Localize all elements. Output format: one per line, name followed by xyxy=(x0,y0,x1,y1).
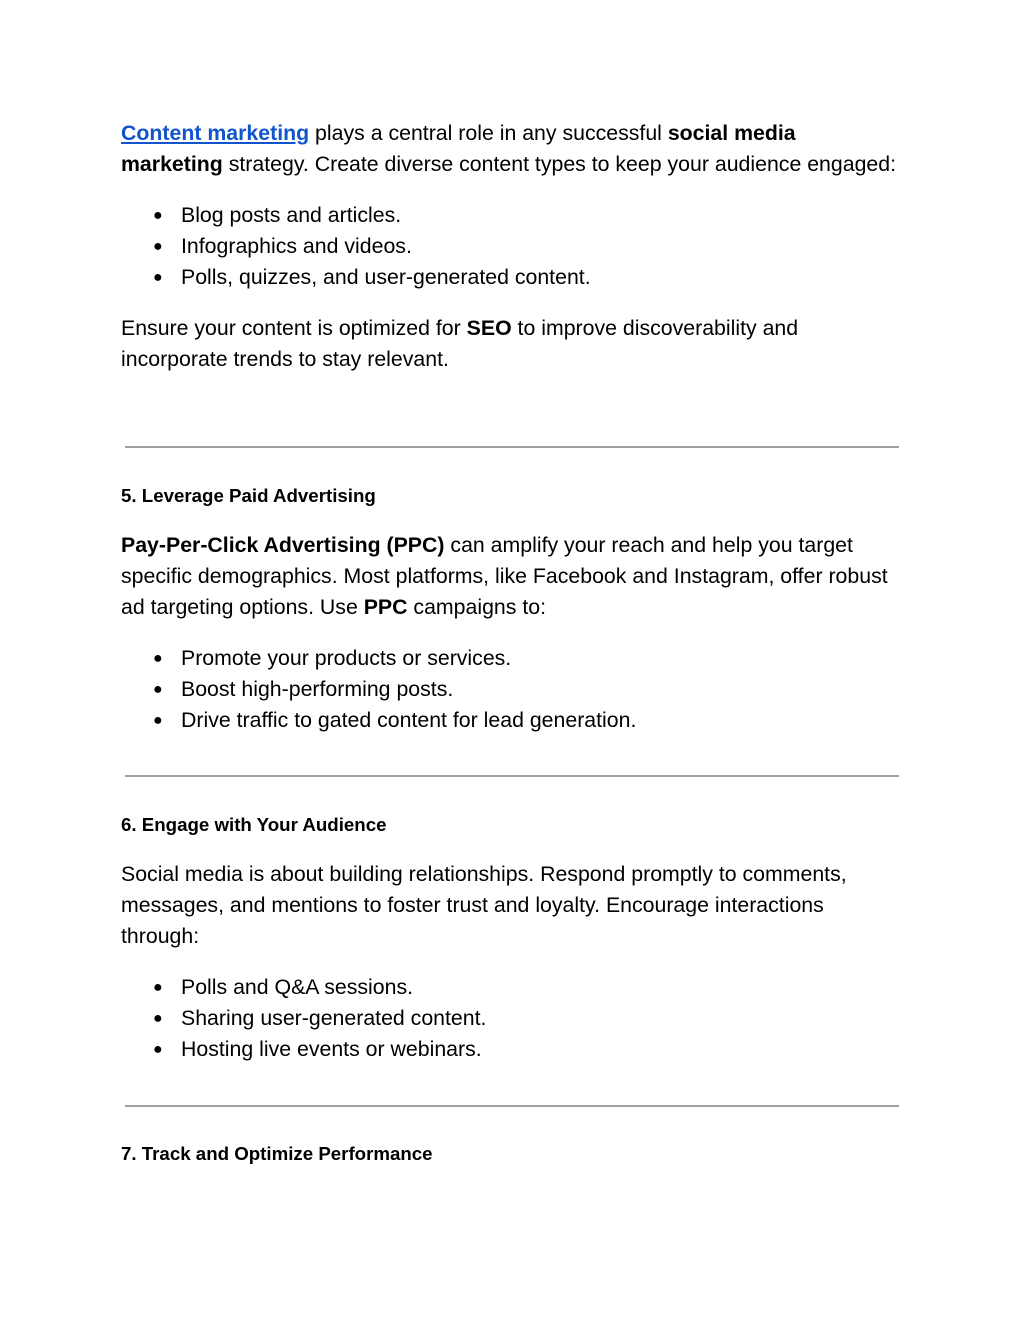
bullet-icon: ● xyxy=(153,1041,163,1058)
engage-bullet-list xyxy=(121,972,901,1065)
list-item-text: Infographics and videos. xyxy=(181,234,412,258)
ppc-bold-1: Pay-Per-Click Advertising (PPC) xyxy=(121,533,445,557)
seo-bold: SEO xyxy=(466,316,512,340)
list-item xyxy=(121,231,901,262)
list-item-text: Sharing user-generated content. xyxy=(181,1006,487,1030)
intro-text-1: plays a central role in any successful xyxy=(309,121,668,145)
list-item xyxy=(121,262,901,293)
section-5-body xyxy=(121,530,901,736)
section-divider xyxy=(125,1105,899,1107)
ppc-text-1: can amplify your reach and help you target specific demographics. Most platforms, like Facebook and Instagram, offer robust ad targeting options. Use xyxy=(121,533,888,619)
bullet-icon: ● xyxy=(153,1010,163,1027)
list-item xyxy=(121,705,901,736)
section-6-heading: 6. Engage with Your Audience xyxy=(121,814,387,835)
list-item-text: Promote your products or services. xyxy=(181,646,512,670)
ppc-text-2: campaigns to: xyxy=(407,595,547,619)
section-7-heading: 7. Track and Optimize Performance xyxy=(121,1143,433,1164)
seo-paragraph xyxy=(121,313,901,375)
bullet-icon: ● xyxy=(153,650,163,667)
ppc-bullet-list xyxy=(121,643,901,736)
bullet-icon: ● xyxy=(153,269,163,286)
list-item xyxy=(121,1034,901,1065)
bullet-icon: ● xyxy=(153,238,163,255)
intro-section xyxy=(121,118,901,375)
section-divider xyxy=(125,775,899,777)
ppc-bold-2: PPC xyxy=(363,595,408,619)
engage-paragraph: Social media is about building relationships. Respond promptly to comments, messages, and mentions to foster trust and loyalty. Encourage interactions through: xyxy=(121,862,847,948)
list-item xyxy=(121,643,901,674)
list-item xyxy=(121,1003,901,1034)
bullet-icon: ● xyxy=(153,979,163,996)
intro-bullet-list xyxy=(121,200,901,293)
list-item-text: Blog posts and articles. xyxy=(181,203,402,227)
ppc-paragraph xyxy=(121,530,901,623)
section-divider xyxy=(125,446,899,448)
section-5-heading: 5. Leverage Paid Advertising xyxy=(121,485,376,506)
list-item-text: Polls, quizzes, and user-generated content. xyxy=(181,265,591,289)
seo-text-1: Ensure your content is optimized for xyxy=(121,316,467,340)
bullet-icon: ● xyxy=(153,712,163,729)
bullet-icon: ● xyxy=(153,681,163,698)
bullet-icon: ● xyxy=(153,207,163,224)
intro-bold-1: social media marketing xyxy=(121,121,796,176)
list-item xyxy=(121,972,901,1003)
list-item xyxy=(121,200,901,231)
list-item-text: Polls and Q&A sessions. xyxy=(181,975,414,999)
list-item-text: Boost high-performing posts. xyxy=(181,677,454,701)
intro-text-2: strategy. Create diverse content types to keep your audience engaged: xyxy=(222,152,897,176)
list-item xyxy=(121,674,901,705)
intro-paragraph xyxy=(121,118,901,180)
list-item-text: Hosting live events or webinars. xyxy=(181,1037,482,1061)
content-marketing-link[interactable]: Content marketing xyxy=(121,121,310,145)
seo-text-2: to improve discoverability and incorporate trends to stay relevant. xyxy=(121,316,799,371)
section-6-body xyxy=(121,859,901,1065)
list-item-text: Drive traffic to gated content for lead generation. xyxy=(181,708,637,732)
